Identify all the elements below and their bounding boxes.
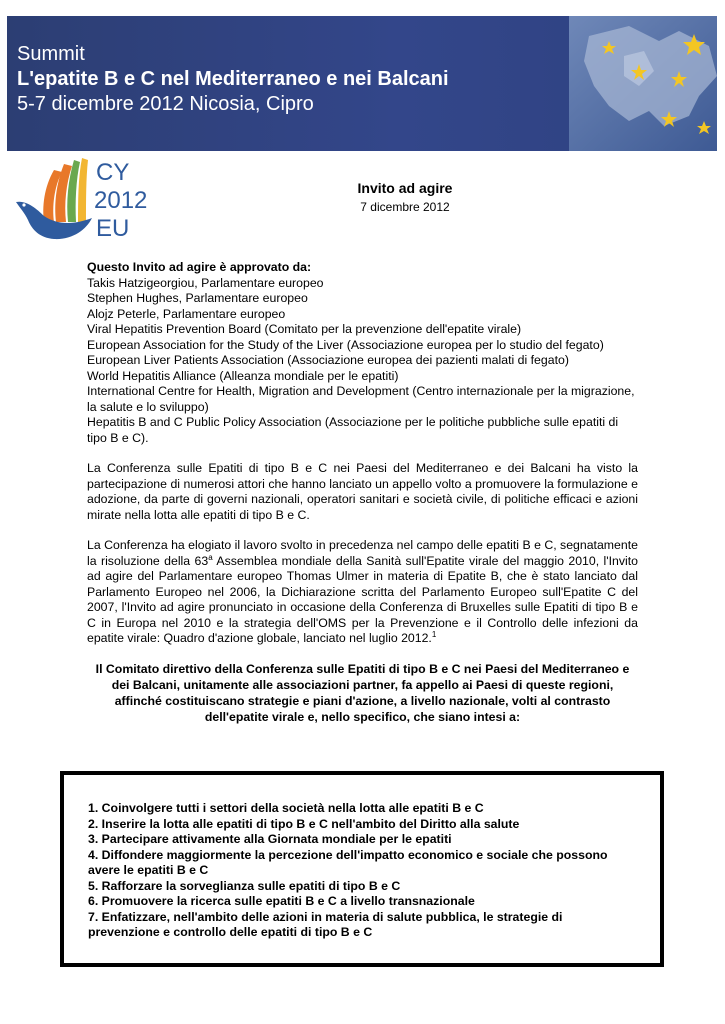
paragraph-conference: La Conferenza sulle Epatiti di tipo B e C nei Paesi del Mediterraneo e dei Balcani ha visto la partecipazione di numerosi attori che hanno lanciato un appello volto a promuovere la formulazione e adozione, da parte di governi nazionali, operatori sanitari e società civile, di politiche efficaci e azioni mirate nella lotta alle epatiti di tipo B e C. [87, 461, 638, 522]
banner-line-dates: 5-7 dicembre 2012 Nicosia, Cipro [17, 93, 314, 115]
banner-title-block [17, 42, 449, 117]
action-item: 7. Enfatizzare, nell'ambito delle azioni in materia di salute pubblica, le strategie di prevenzione e controllo delle epatiti di tipo B e C [88, 909, 563, 939]
approved-by-heading: Questo Invito ad agire è approvato da: [87, 260, 312, 274]
cy2012-eu-logo [14, 152, 156, 244]
paragraph-praise-part1: La Conferenza ha elogiato il lavoro svolto in precedenza nel campo delle epatiti B e C, segnatamente la risoluzione della 63 [87, 538, 638, 568]
approver-item: International Centre for Health, Migration and Development (Centro internazionale per la migrazione, la salute e lo sviluppo) [87, 384, 635, 414]
approver-item: World Hepatitis Alliance (Alleanza mondiale per le epatiti) [87, 368, 399, 383]
approver-item: European Association for the Study of the Liver (Associazione europea per lo studio del fegato) [87, 337, 604, 352]
action-item: 6. Promuovere la ricerca sulle epatiti B e C a livello transnazionale [88, 894, 475, 908]
document-title: Invito ad agire [357, 180, 453, 196]
logo-text-eu: EU [96, 215, 130, 242]
action-item: 4. Diffondere maggiormente la percezione dell'impatto economico e sociale che possono avere le epatiti B e C [88, 847, 608, 877]
actions-list [88, 801, 608, 941]
europe-map-image [569, 16, 717, 151]
approver-item: Alojz Peterle, Parlamentare europeo [87, 306, 286, 321]
appeal-paragraph: Il Comitato direttivo della Conferenza sulle Epatiti di tipo B e C nei Paesi del Mediterraneo e dei Balcani, unitamente alle associazioni partner, fa appello ai Paesi di queste regioni, affinché costituiscano strategie e piani d'azione, a livello nazionale, volti al contrasto dell'epatite virale e, nello specifico, che siano intesi a: [95, 661, 630, 724]
logo-text-cy: CY [96, 159, 130, 186]
approver-item: Hepatitis B and C Public Policy Association (Associazione per le politiche pubbliche sulle epatiti di tipo B e C). [87, 415, 619, 445]
document-body [87, 260, 638, 725]
action-item: 3. Partecipare attivamente alla Giornata mondiale per le epatiti [88, 832, 452, 846]
document-heading [330, 180, 480, 215]
superscript-a: a [208, 552, 213, 562]
paragraph-praise-part2: Assemblea mondiale della Sanità sull'Epatite virale del maggio 2010, l'Invito ad agire del Parlamentare europeo Thomas Ulmer in materia di Epatite B, che è stato lanciato dal Parlamento Europeo nel 2006, la Dichiarazione scritta del Parlamento Europeo sull'Epatite C del 2007, l'Invito ad agire pronunciato in occasione della Conferenza di Bruxelles sulle Epatiti di tipo B e C in Europa nel 2010 e la strategia dell'OMS per la Prevenzione e il Controllo delle infezioni da epatite virale: Quadro d'azione globale, lanciato nel luglio 2012. [87, 553, 638, 645]
header-banner [7, 16, 717, 151]
banner-line-summit: Summit [17, 43, 85, 65]
action-item: 1. Coinvolgere tutti i settori della società nella lotta alle epatiti B e C [88, 801, 484, 815]
logo-text-2012: 2012 [94, 187, 148, 214]
document-date: 7 dicembre 2012 [360, 200, 450, 214]
action-item: 5. Rafforzare la sorveglianza sulle epatiti di tipo B e C [88, 878, 401, 893]
footnote-ref-1[interactable]: 1 [431, 629, 437, 639]
approved-by-section [87, 260, 638, 446]
approver-item: European Liver Patients Association (Associazione europea dei pazienti malati di fegato) [87, 353, 569, 367]
approver-item: Viral Hepatitis Prevention Board (Comitato per la prevenzione dell'epatite virale) [87, 322, 522, 336]
paragraph-praise [87, 538, 638, 647]
banner-line-title: L'epatite B e C nel Mediterraneo e nei Balcani [17, 68, 449, 90]
approver-item: Takis Hatzigeorgiou, Parlamentare europeo [87, 275, 324, 290]
action-item: 2. Inserire la lotta alle epatiti di tipo B e C nell'ambito del Diritto alla salute [88, 816, 520, 831]
actions-box [60, 771, 664, 967]
approver-item: Stephen Hughes, Parlamentare europeo [87, 291, 308, 305]
